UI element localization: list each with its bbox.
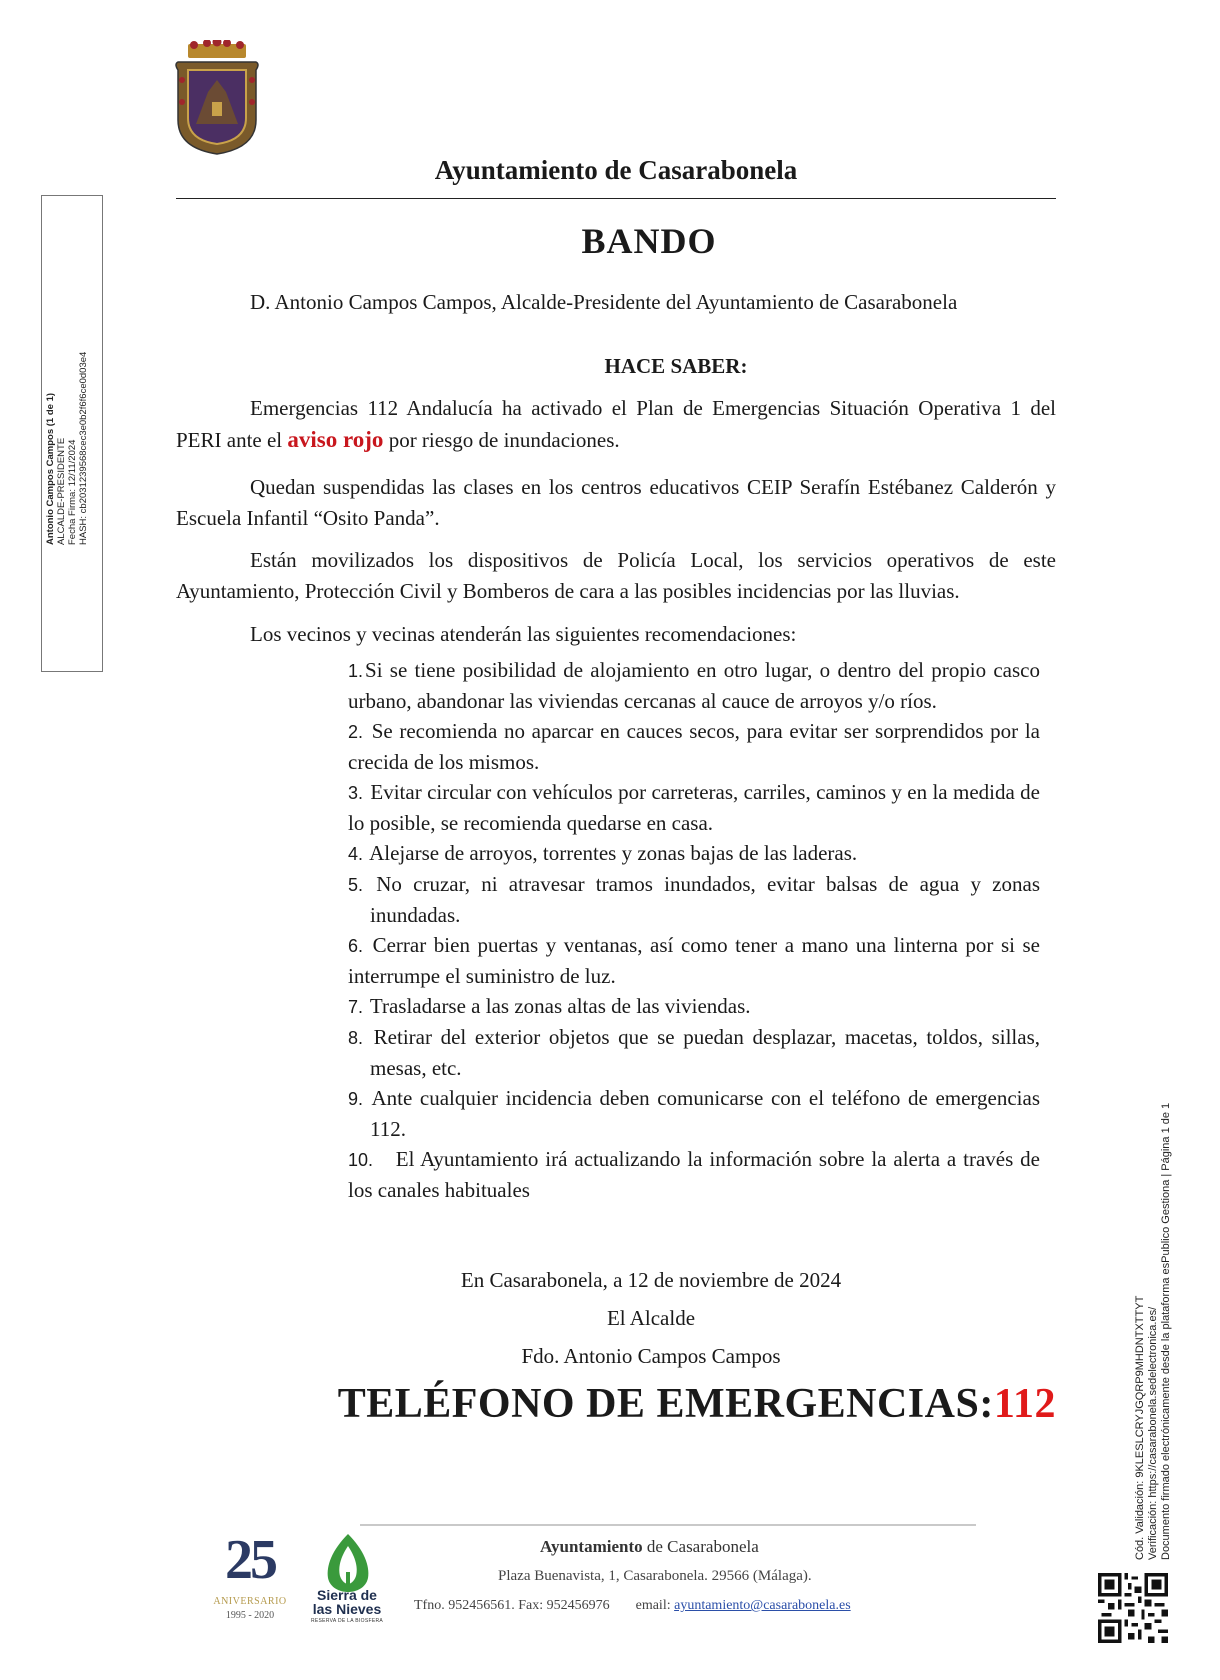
place-and-date: En Casarabonela, a 12 de noviembre de 2024 — [460, 1268, 842, 1292]
emergency-number: 112 — [993, 1381, 1056, 1427]
signed-notice: Documento firmado electrónicamente desde la plataforma esPublico Gestiona | Página 1 de 1 — [1160, 1102, 1172, 1560]
footer-divider — [360, 1524, 976, 1526]
verification-url: Verificación: https://casarabonela.sedelectronica.es/ — [1147, 1306, 1159, 1560]
emergency-label: TELÉFONO DE EMERGENCIAS: — [337, 1381, 994, 1427]
paragraph-recommendations-intro: Los vecinos y vecinas atenderán las siguientes recomendaciones: — [250, 622, 797, 646]
footer-contact — [414, 1598, 851, 1614]
footer-email-label: email: — [635, 1598, 671, 1613]
emergency-phone-banner — [176, 1380, 1056, 1428]
list-item: 4. Alejarse de arroyos, torrentes y zonas bajas de las laderas. — [348, 841, 858, 865]
signer-name: Fdo. Antonio Campos Campos — [521, 1344, 781, 1368]
sierra-subtitle: RESERVA DE LA BIOSFERA — [311, 1618, 383, 1624]
recommendations-list — [348, 655, 1040, 1205]
anniversary-number: 25 — [225, 1529, 275, 1591]
list-item: 2. Se recomienda no aparcar en cauces secos, para evitar ser sorprendidos por la crecida de los mismos. — [348, 719, 1040, 774]
list-item: 1.Si se tiene posibilidad de alojamiento en otro lugar, o dentro del propio casco urbano, abandonar las viviendas cercanas al cauce de arroyos y/o ríos. — [348, 658, 1040, 713]
validation-code: Cód. Validación: 9KLESLCRYJGQRP9MHDNTXTTYT — [1134, 1295, 1146, 1560]
anniversary-years: 1995 - 2020 — [225, 1610, 275, 1621]
header-divider — [176, 198, 1056, 199]
list-item: 10. El Ayuntamiento irá actualizando la información sobre la alerta a través de los canales habituales — [348, 1147, 1041, 1202]
footer-org-name: Ayuntamiento de Casarabonela — [540, 1537, 759, 1556]
signer-role: El Alcalde — [606, 1306, 696, 1330]
aviso-rojo-highlight: aviso rojo — [287, 427, 384, 452]
paragraph-services: Están movilizados los dispositivos de Policía Local, los servicios operativos de este Ayuntamiento, Protección Civil y Bomberos de cara a las posibles incidencias por las lluvias. — [176, 548, 1056, 603]
paragraph-alert — [176, 393, 1056, 456]
p1-text-after: por riesgo de inundaciones. — [383, 428, 620, 452]
footer-phone-fax: Tfno. 952456561. Fax: 952456976 — [414, 1598, 610, 1613]
intro-paragraph: D. Antonio Campos Campos, Alcalde-Presidente del Ayuntamiento de Casarabonela — [250, 290, 958, 314]
org-title: Ayuntamiento de Casarabonela — [434, 155, 798, 185]
footer-email-link[interactable]: ayuntamiento@casarabonela.es — [674, 1598, 851, 1613]
document-title: BANDO — [581, 221, 717, 261]
list-item: 6. Cerrar bien puertas y ventanas, así como tener a mano una linterna por si se interrumpe el suministro de luz. — [348, 933, 1041, 988]
footer-address: Plaza Buenavista, 1, Casarabonela. 29566 (Málaga). — [498, 1568, 812, 1584]
hace-saber-heading: HACE SABER: — [604, 354, 748, 378]
qr-code-icon[interactable] — [1098, 1573, 1168, 1643]
stamp-signer: Antonio Campos Campos (1 de 1) — [45, 392, 56, 545]
coat-of-arms-icon — [174, 40, 260, 156]
signature-stamp — [45, 185, 89, 545]
paragraph-classes: Quedan suspendidas las clases en los centros educativos CEIP Serafín Estébanez Calderón y Escuela Infantil “Osito Panda”. — [176, 475, 1056, 530]
list-item: 9. Ante cualquier incidencia deben comunicarse con el teléfono de emergencias 112. — [348, 1086, 1041, 1141]
list-item: 7. Trasladarse a las zonas altas de las viviendas. — [348, 994, 751, 1018]
validation-info — [1134, 1040, 1173, 1560]
list-item: 3. Evitar circular con vehículos por carreteras, carriles, caminos y en la medida de lo posible, se recomienda quedarse en casa. — [348, 780, 1040, 835]
sierra-name: Sierra de las Nieves — [312, 1587, 382, 1617]
list-item: 8. Retirar del exterior objetos que se puedan desplazar, macetas, toldos, sillas, mesas, etc. — [348, 1025, 1040, 1080]
anniversary-word: ANIVERSARIO — [213, 1596, 287, 1607]
list-item: 5. No cruzar, ni atravesar tramos inundados, evitar balsas de agua y zonas inundadas. — [348, 872, 1040, 927]
stamp-date: Fecha Firma: 12/11/2024 — [67, 439, 78, 545]
p1-text-before: Emergencias 112 Andalucía ha activado el Plan de Emergencias Situación Operativa 1 del PERI ante el — [176, 396, 1056, 452]
stamp-hash: HASH: cb2031239568cec3e0b2f6f6ce0d03e4 — [78, 351, 89, 545]
stamp-role: ALCALDE-PRESIDENTE — [56, 437, 67, 545]
